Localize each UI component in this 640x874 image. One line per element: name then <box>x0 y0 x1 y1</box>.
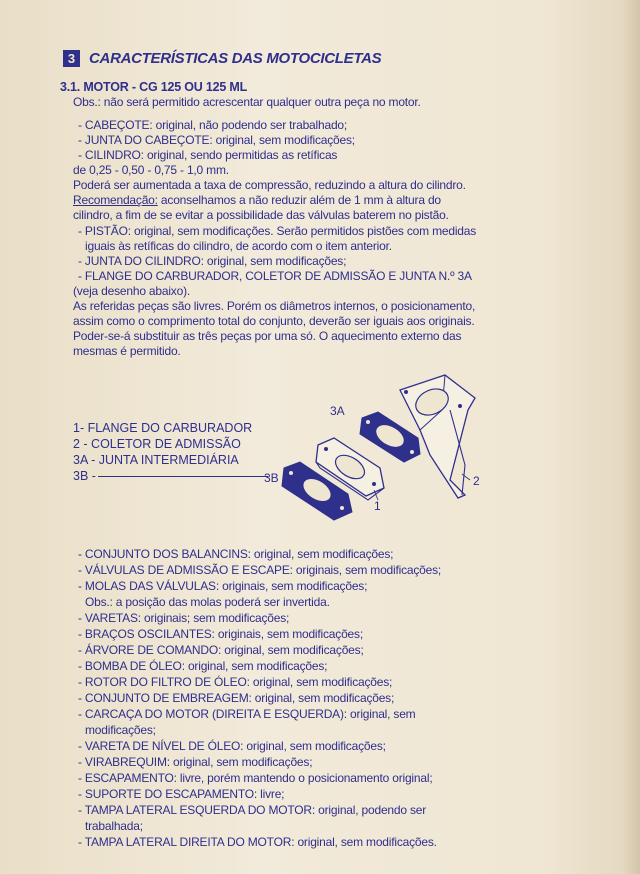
section-title: CARACTERÍSTICAS DAS MOTOCICLETAS <box>89 50 382 67</box>
diagram-legend <box>73 420 268 484</box>
legend-item-3a: 3A - JUNTA INTERMEDIÁRIA <box>73 453 239 467</box>
line-tampa-direita: - TAMPA LATERAL DIREITA DO MOTOR: original, sem modificações. <box>78 835 437 849</box>
line-carcaca-2: modificações; <box>85 723 156 737</box>
intake-assembly-diagram <box>264 370 500 530</box>
line-molas-obs: Obs.: a posição das molas poderá ser invertida. <box>85 595 330 609</box>
line-flange: - FLANGE DO CARBURADOR, COLETOR DE ADMISSÃO E JUNTA N.º 3A <box>78 269 472 283</box>
line-virabrequim: - VIRABREQUIM: original, sem modificações; <box>78 755 313 769</box>
line-cabecote: - CABEÇOTE: original, não podendo ser trabalhado; <box>78 118 348 132</box>
line-carcaca: - CARCAÇA DO MOTOR (DIREITA E ESQUERDA): original, sem <box>78 707 416 721</box>
section-header <box>63 50 381 67</box>
page-edge <box>622 0 640 874</box>
line-escapamento: - ESCAPAMENTO: livre, porém mantendo o posicionamento original; <box>78 771 433 785</box>
line-substituir: Poder-se-á substituir as três peças por uma só. O aquecimento externo das <box>73 329 462 343</box>
motor-title: 3.1. MOTOR - CG 125 OU 125 ML <box>60 80 248 94</box>
line-tampa-esquerda: - TAMPA LATERAL ESQUERDA DO MOTOR: original, podendo ser <box>78 803 427 817</box>
line-pistao-2: iguais às retíficas do cilindro, de acordo com o item anterior. <box>85 239 392 253</box>
line-cilindro: - CILINDRO: original, sendo permitidas as retíficas <box>78 148 338 162</box>
line-veja-desenho: (veja desenho abaixo). <box>73 284 191 298</box>
line-comprimento: assim como o comprimento total do conjunto, deverão ser iguais aos originais. <box>73 314 475 328</box>
line-balancins: - CONJUNTO DOS BALANCINS: original, sem modificações; <box>78 547 394 561</box>
line-valvulas: - VÁLVULAS DE ADMISSÃO E ESCAPE: originais, sem modificações; <box>78 563 442 577</box>
line-junta-cilindro: - JUNTA DO CILINDRO: original, sem modificações; <box>78 254 347 268</box>
line-bracos: - BRAÇOS OSCILANTES: originais, sem modificações; <box>78 627 363 641</box>
line-bomba: - BOMBA DE ÓLEO: original, sem modificações; <box>78 659 328 673</box>
recomendacao-text: aconselhamos a não reduzir além de 1 mm à altura do <box>157 193 441 207</box>
line-pistao: - PISTÃO: original, sem modificações. Serão permitidos pistões com medidas <box>78 224 477 238</box>
label-1: 1 <box>374 499 381 513</box>
legend-3b-blank-line <box>98 476 268 477</box>
recomendacao-line <box>73 193 441 208</box>
line-vareta-nivel: - VARETA DE NÍVEL DE ÓLEO: original, sem modificações; <box>78 739 386 753</box>
line-referidas: As referidas peças são livres. Porém os diâmetros internos, o posicionamento, <box>73 299 476 313</box>
line-retificas: de 0,25 - 0,50 - 0,75 - 1,0 mm. <box>73 163 229 177</box>
line-permitido: mesmas é permitido. <box>73 344 181 358</box>
legend-item-1: 1- FLANGE DO CARBURADOR <box>73 421 253 435</box>
line-suporte: - SUPORTE DO ESCAPAMENTO: livre; <box>78 787 285 801</box>
line-embreagem: - CONJUNTO DE EMBREAGEM: original, sem modificações; <box>78 691 395 705</box>
label-2: 2 <box>473 474 480 488</box>
recomendacao-line2: cilindro, a fim de se evitar a possibilidade das válvulas baterem no pistão. <box>73 208 449 222</box>
line-arvore: - ÁRVORE DE COMANDO: original, sem modificações; <box>78 643 364 657</box>
section-number-badge: 3 <box>63 50 80 67</box>
line-molas: - MOLAS DAS VÁLVULAS: originais, sem modificações; <box>78 579 368 593</box>
recomendacao-label: Recomendação: <box>73 193 158 207</box>
legend-item-3b: 3B - <box>73 469 96 483</box>
gasket-3a-part <box>360 412 420 462</box>
label-3b: 3B <box>264 471 279 485</box>
line-tampa-esquerda-2: trabalhada; <box>85 819 143 833</box>
motor-obs: Obs.: não será permitido acrescentar qualquer outra peça no motor. <box>73 95 421 109</box>
line-taxa-compressao: Poderá ser aumentada a taxa de compressão, reduzindo a altura do cilindro. <box>73 178 466 192</box>
label-3a: 3A <box>330 404 345 418</box>
line-varetas: - VARETAS: originais; sem modificações; <box>78 611 290 625</box>
line-rotor: - ROTOR DO FILTRO DE ÓLEO: original, sem modificações; <box>78 675 393 689</box>
line-junta-cabecote: - JUNTA DO CABEÇOTE: original, sem modificações; <box>78 133 355 147</box>
legend-item-2: 2 - COLETOR DE ADMISSÃO <box>73 437 241 451</box>
legend-item-3b-row <box>73 468 268 484</box>
